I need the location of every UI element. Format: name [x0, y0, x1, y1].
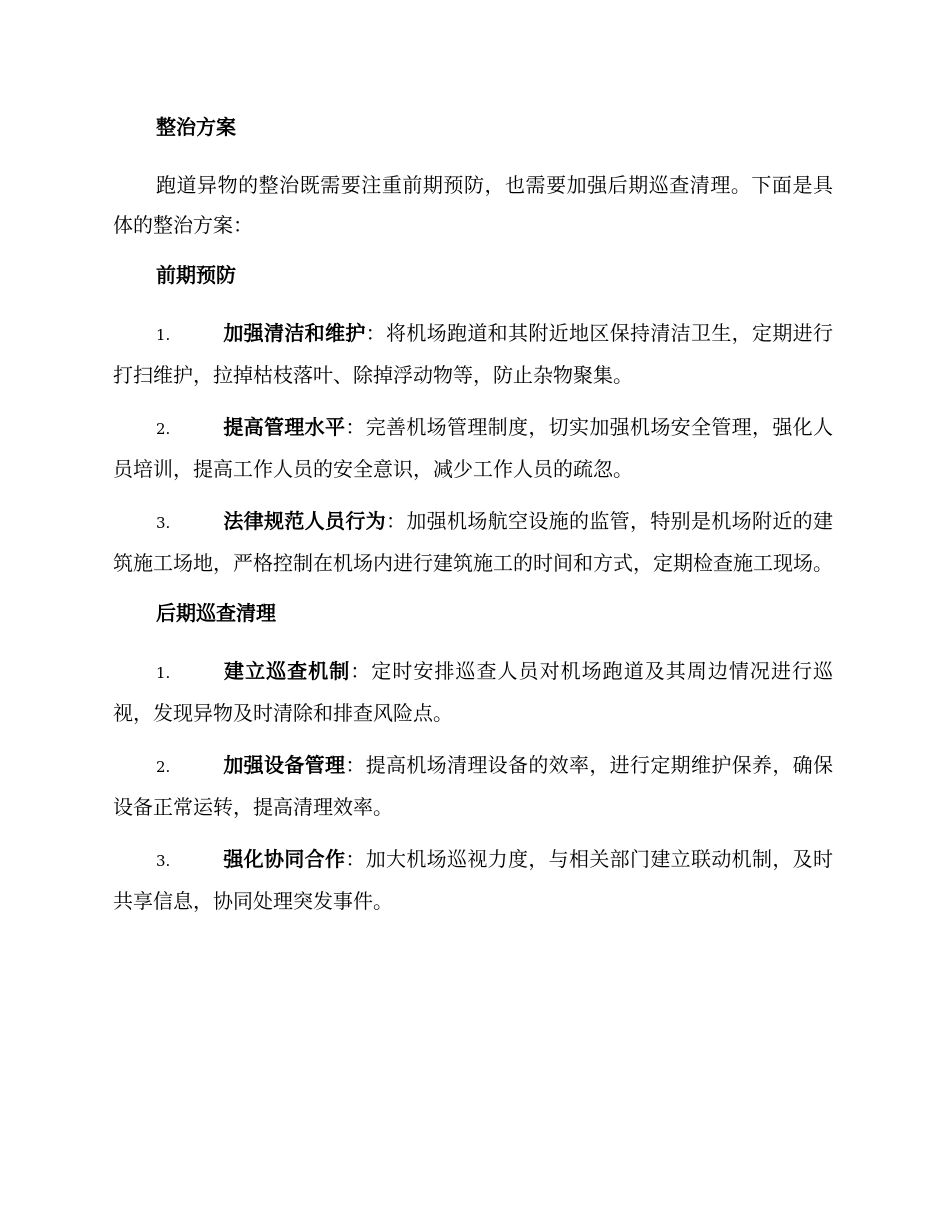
- list-item: [113, 839, 833, 921]
- list-text: 完善机场管理制度，切实加强机场安全管理，强化人员培训，提高工作人员的安全意识，减少工作人员的疏忽。: [113, 415, 834, 481]
- list-term: 提高管理水平: [223, 415, 346, 439]
- list-separator: ：: [345, 753, 366, 777]
- list-number: 2.: [156, 758, 171, 776]
- list-separator: ：: [345, 415, 366, 439]
- list-item: [113, 651, 833, 733]
- list-number: 3.: [156, 852, 171, 870]
- list-item: [113, 313, 833, 395]
- list-term: 建立巡查机制: [223, 659, 351, 683]
- list-number: 1.: [156, 664, 171, 682]
- intro-paragraph: 跑道异物的整治既需要注重前期预防，也需要加强后期巡查清理。下面是具体的整治方案：: [113, 173, 833, 237]
- list-term: 加强设备管理: [223, 753, 346, 777]
- document-page: [113, 107, 833, 933]
- list-text: 定时安排巡查人员对机场跑道及其周边情况进行巡视，发现异物及时清除和排查风险点。: [113, 659, 834, 725]
- list-term: 法律规范人员行为: [223, 509, 386, 533]
- list-separator: ：: [386, 509, 407, 533]
- list-item: [113, 745, 833, 827]
- list-number: 2.: [156, 420, 171, 438]
- prevention-heading: 前期预防: [156, 263, 236, 287]
- list-text: 提高机场清理设备的效率，进行定期维护保养，确保设备正常运转，提高清理效率。: [113, 753, 834, 819]
- list-number: 3.: [156, 514, 171, 532]
- list-term: 强化协同合作: [223, 847, 346, 871]
- list-separator: ：: [365, 321, 387, 345]
- list-term: 加强清洁和维护: [223, 321, 366, 345]
- list-item: [113, 501, 833, 583]
- list-text: 将机场跑道和其附近地区保持清洁卫生，定期进行打扫维护，拉掉枯枝落叶、除掉浮动物等，防止杂物聚集。: [113, 321, 834, 387]
- list-item: [113, 407, 833, 489]
- inspection-heading: 后期巡查清理: [156, 601, 276, 625]
- list-text: 加强机场航空设施的监管，特别是机场附近的建筑施工场地，严格控制在机场内进行建筑施工的时间和方式，定期检查施工现场。: [113, 509, 834, 575]
- list-separator: ：: [350, 659, 372, 683]
- list-text: 加大机场巡视力度，与相关部门建立联动机制，及时共享信息，协同处理突发事件。: [113, 847, 834, 913]
- section-title: 整治方案: [156, 115, 236, 139]
- list-number: 1.: [156, 326, 171, 344]
- list-separator: ：: [345, 847, 366, 871]
